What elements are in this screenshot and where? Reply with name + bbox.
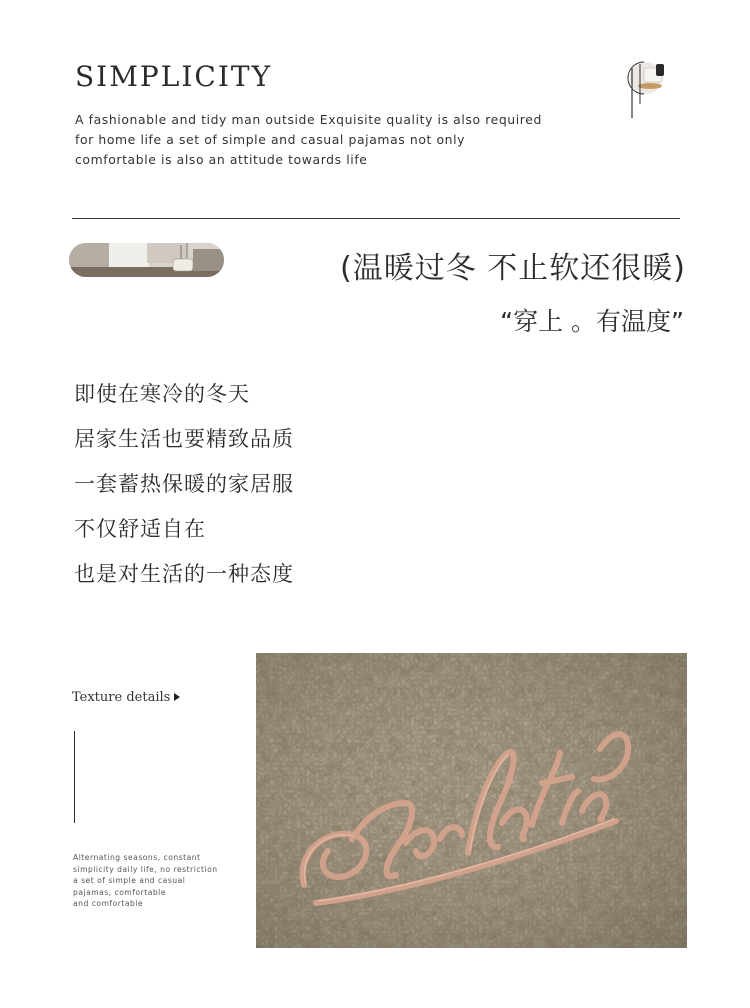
poem-line: 也是对生活的一种态度	[74, 562, 294, 586]
poem-line: 不仅舒适自在	[74, 517, 206, 541]
description-line: simplicity daily life, no restriction	[73, 864, 218, 874]
intro-line: A fashionable and tidy man outside Exquisite quality is also required	[75, 112, 542, 127]
vertical-rule	[74, 731, 75, 823]
intro-text	[75, 110, 595, 170]
description-line: pajamas, comfortable	[73, 887, 166, 897]
poem-line: 一套蓄热保暖的家居服	[74, 472, 294, 496]
brand-logo-icon	[618, 58, 682, 120]
intro-line: comfortable is also an attitude towards life	[75, 152, 368, 167]
fleece-photo	[256, 653, 687, 948]
description-line: and comfortable	[73, 899, 144, 908]
capsule-photo	[69, 243, 224, 277]
texture-details-label: Texture details	[72, 690, 171, 705]
texture-description	[73, 852, 243, 910]
poem-line: 居家生活也要精致品质	[74, 427, 294, 451]
section-divider	[72, 218, 680, 219]
feature-subheading: “穿上 。有温度”	[500, 307, 684, 336]
fleece-texture-image	[256, 653, 687, 948]
description-line: Alternating seasons, constant	[73, 853, 201, 862]
poem-text	[74, 372, 294, 597]
triangle-right-icon	[174, 693, 180, 701]
poem-line: 即使在寒冷的冬天	[74, 382, 250, 406]
description-line: a set of simple and casual	[73, 876, 186, 885]
feature-heading: (温暖过冬 不止软还很暖)	[340, 251, 686, 286]
brand-title: SIMPLICITY	[75, 60, 273, 93]
room-photo-image	[69, 243, 224, 277]
intro-line: for home life a set of simple and casual pajamas not only	[75, 132, 466, 147]
